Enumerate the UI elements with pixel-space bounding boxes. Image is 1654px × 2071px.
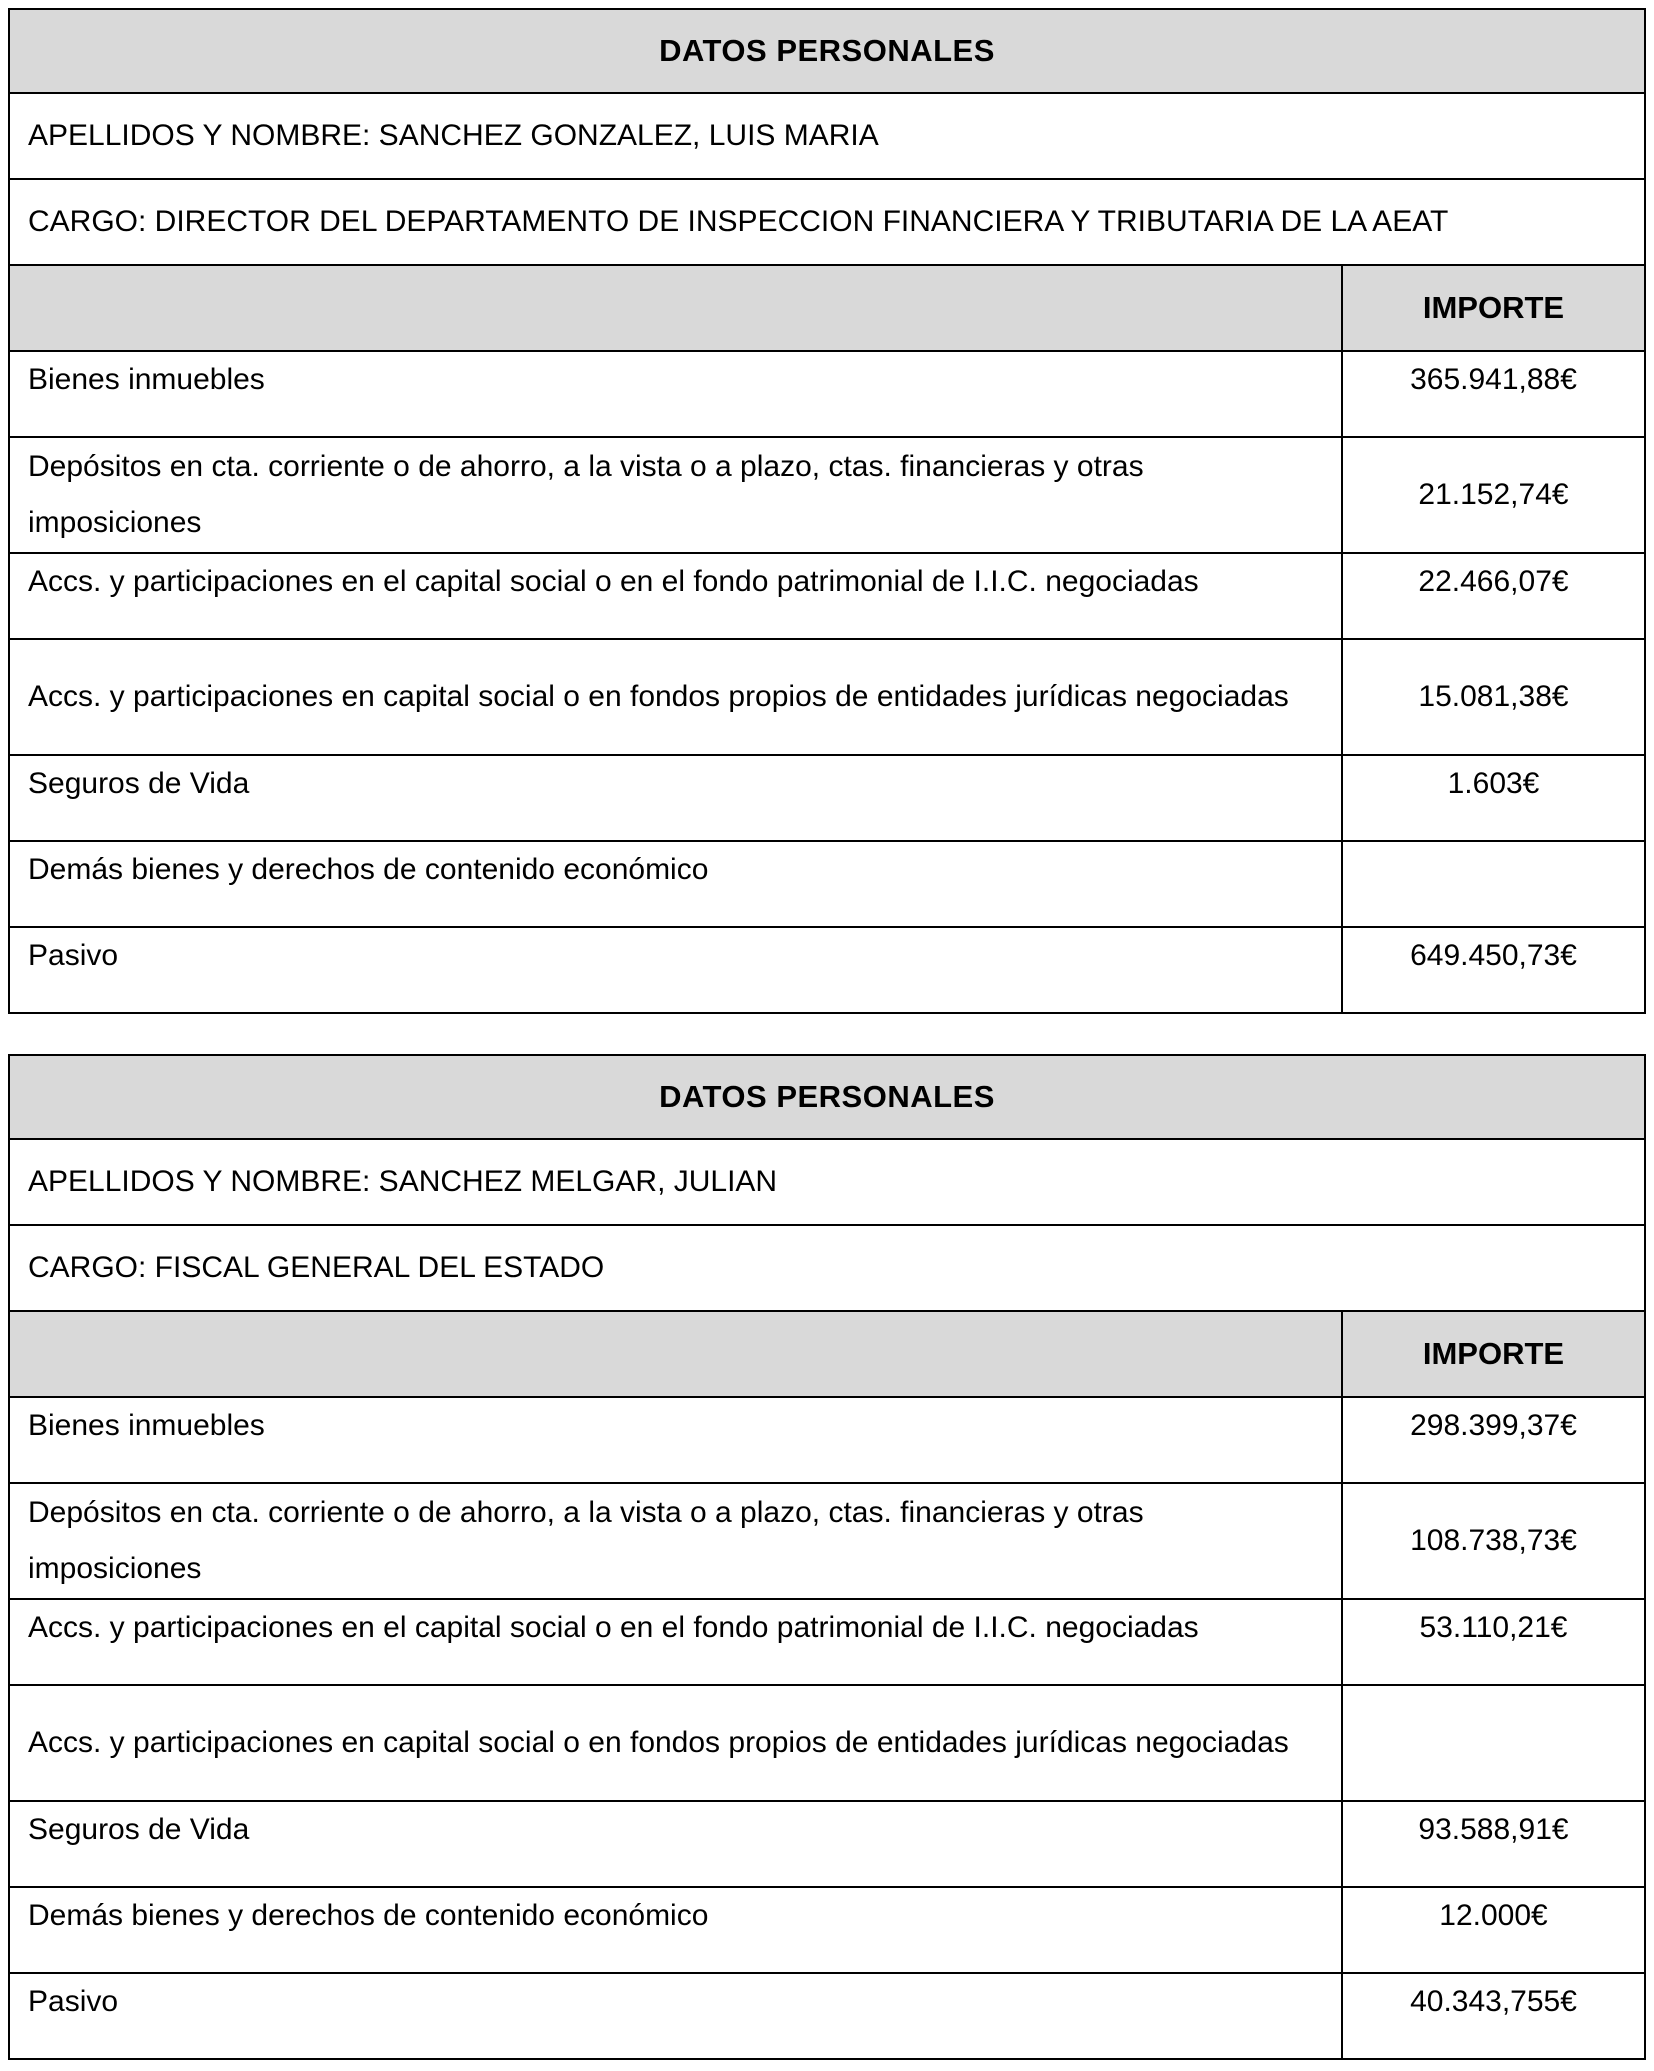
row-value: 1.603€	[1447, 767, 1540, 800]
row-value	[1343, 1686, 1644, 1800]
section-title	[8, 1054, 1646, 1140]
table-row	[8, 352, 1646, 438]
header-label-cell	[10, 266, 1343, 350]
table-row	[8, 1398, 1646, 1484]
row-value: 108.738,73€	[1410, 1524, 1577, 1557]
importe-header: IMPORTE	[1422, 1336, 1565, 1371]
position-text: CARGO: FISCAL GENERAL DEL ESTADO	[28, 1251, 605, 1284]
row-value: 53.110,21€	[1419, 1611, 1568, 1644]
row-label-text: Accs. y participaciones en capital social o en fondos propios de entidades jurídicas negociadas	[28, 680, 1289, 713]
table-header-row	[8, 1312, 1646, 1398]
row-label	[10, 352, 1343, 436]
table-row	[8, 1802, 1646, 1888]
table-row	[8, 438, 1646, 554]
table-row	[8, 1600, 1646, 1686]
row-value: 22.466,07€	[1418, 565, 1569, 598]
table-row	[8, 842, 1646, 928]
name-text: APELLIDOS Y NOMBRE: SANCHEZ GONZALEZ, LUIS MARIA	[28, 119, 879, 152]
row-value: 298.399,37€	[1410, 1409, 1577, 1442]
row-value: 40.343,755€	[1410, 1985, 1577, 2018]
row-label-text: Accs. y participaciones en el capital social o en el fondo patrimonial de I.I.C. negociadas	[28, 565, 1199, 598]
table-row	[8, 640, 1646, 756]
row-label	[10, 1484, 1343, 1598]
table-row	[8, 756, 1646, 842]
table-row	[8, 1484, 1646, 1600]
row-value: 93.588,91€	[1418, 1813, 1569, 1846]
row-label	[10, 554, 1343, 638]
row-label-text: Demás bienes y derechos de contenido económico	[28, 853, 709, 886]
table-row	[8, 1686, 1646, 1802]
table-row	[8, 1888, 1646, 1974]
section-title-text: DATOS PERSONALES	[659, 1079, 995, 1114]
row-label	[10, 438, 1343, 552]
row-label	[10, 1974, 1343, 2058]
position-row	[8, 1226, 1646, 1312]
section-title	[8, 8, 1646, 94]
position-text: CARGO: DIRECTOR DEL DEPARTAMENTO DE INSPECCION FINANCIERA Y TRIBUTARIA DE LA AEAT	[28, 205, 1449, 238]
row-label-text: Depósitos en cta. corriente o de ahorro, a la vista o a plazo, ctas. financieras y otras imposiciones	[28, 1496, 1144, 1585]
row-label-text: Accs. y participaciones en capital social o en fondos propios de entidades jurídicas negociadas	[28, 1726, 1289, 1759]
row-label	[10, 640, 1343, 754]
name-row	[8, 1140, 1646, 1226]
table-row	[8, 928, 1646, 1014]
name-row	[8, 94, 1646, 180]
row-label-text: Seguros de Vida	[28, 1813, 250, 1846]
row-label	[10, 928, 1343, 1012]
row-label	[10, 1600, 1343, 1684]
section-title-text: DATOS PERSONALES	[659, 33, 995, 68]
position-row	[8, 180, 1646, 266]
row-value: 365.941,88€	[1410, 363, 1577, 396]
table-row	[8, 1974, 1646, 2060]
table-row	[8, 554, 1646, 640]
row-label	[10, 1888, 1343, 1972]
row-label-text: Bienes inmuebles	[28, 1409, 265, 1442]
row-label-text: Pasivo	[28, 1985, 119, 2018]
row-value: 12.000€	[1439, 1899, 1548, 1932]
row-value	[1343, 842, 1644, 926]
declaration-table-2	[8, 1054, 1646, 2060]
row-label-text: Bienes inmuebles	[28, 363, 265, 396]
row-label-text: Demás bienes y derechos de contenido económico	[28, 1899, 709, 1932]
header-label-cell	[10, 1312, 1343, 1396]
row-value: 21.152,74€	[1418, 478, 1569, 511]
row-label-text: Accs. y participaciones en el capital social o en el fondo patrimonial de I.I.C. negociadas	[28, 1611, 1199, 1644]
row-value: 649.450,73€	[1410, 939, 1577, 972]
table-header-row	[8, 266, 1646, 352]
row-value: 15.081,38€	[1418, 680, 1569, 713]
row-label-text: Seguros de Vida	[28, 767, 250, 800]
row-label	[10, 1686, 1343, 1800]
row-label	[10, 842, 1343, 926]
row-label-text: Depósitos en cta. corriente o de ahorro, a la vista o a plazo, ctas. financieras y otras imposiciones	[28, 450, 1144, 539]
importe-header: IMPORTE	[1422, 290, 1565, 325]
row-label-text: Pasivo	[28, 939, 119, 972]
row-label	[10, 1398, 1343, 1482]
declaration-table-1	[8, 8, 1646, 1014]
row-label	[10, 1802, 1343, 1886]
row-label	[10, 756, 1343, 840]
name-text: APELLIDOS Y NOMBRE: SANCHEZ MELGAR, JULIAN	[28, 1165, 778, 1198]
